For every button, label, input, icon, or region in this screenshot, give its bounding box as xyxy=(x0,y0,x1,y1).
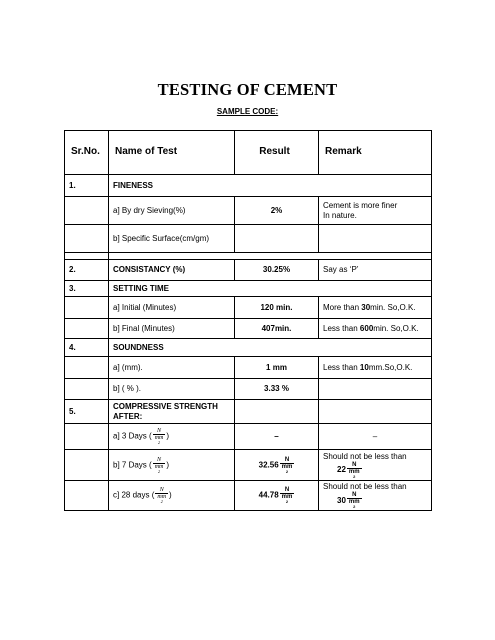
test-result: 407min. xyxy=(235,319,319,339)
table-row xyxy=(65,357,432,379)
test-result: 44.78 N mm 2 xyxy=(235,481,319,511)
test-remark: Less than 10mm.So,O.K. xyxy=(319,357,432,379)
unit-fraction: N mm 2 xyxy=(157,487,167,504)
header-srno: Sr.No. xyxy=(65,131,109,175)
unit-fraction: N mm 2 xyxy=(154,456,164,474)
test-name: a] Initial (Minutes) xyxy=(109,297,235,319)
test-name: c] 28 days ( N mm 2 ) xyxy=(109,481,235,511)
table-row xyxy=(65,379,432,400)
test-name: a] By dry Sieving(%) xyxy=(109,197,235,225)
spacer-row xyxy=(65,253,432,260)
test-result: 3.33 % xyxy=(235,379,319,400)
row-number: 3. xyxy=(65,281,109,297)
cement-test-table xyxy=(64,130,432,511)
test-name: a] 3 Days ( N mm 2 ) xyxy=(109,424,235,450)
row-number: 1. xyxy=(65,175,109,197)
fineness-heading: FINENESS xyxy=(109,175,432,197)
test-remark: Less than 600min. So,O.K. xyxy=(319,319,432,339)
compressive-heading: COMPRESSIVE STRENGTH AFTER: xyxy=(109,400,235,424)
test-result: 1 mm xyxy=(235,357,319,379)
unit-fraction: N mm 2 xyxy=(281,456,293,474)
table-row xyxy=(65,225,432,253)
sample-code-label: SAMPLE CODE: xyxy=(216,107,279,116)
header-result: Result xyxy=(235,131,319,175)
header-remark: Remark xyxy=(319,131,432,175)
test-result: 30.25% xyxy=(235,260,319,281)
setting-heading: SETTING TIME xyxy=(109,281,432,297)
table-row xyxy=(65,424,432,450)
table-row xyxy=(65,297,432,319)
test-remark: More than 30min. So,O.K. xyxy=(319,297,432,319)
table-row xyxy=(65,481,432,511)
test-name: b] Specific Surface(cm/gm) xyxy=(109,225,235,253)
test-remark: Should not be less than 22 N mm 2 xyxy=(319,450,432,481)
soundness-heading: SOUNDNESS xyxy=(109,339,432,357)
row-number: 2. xyxy=(65,260,109,281)
test-remark: Cement is more finer In nature. xyxy=(319,197,432,225)
unit-fraction: N mm 2 xyxy=(154,428,164,445)
unit-fraction: N mm 2 xyxy=(348,492,360,509)
document-title: TESTING OF CEMENT xyxy=(157,80,338,99)
test-name: CONSISTANCY (%) xyxy=(109,260,235,281)
test-name: b] 7 Days ( N mm 2 ) xyxy=(109,450,235,481)
test-name: b] ( % ). xyxy=(109,379,235,400)
table-row xyxy=(65,197,432,225)
test-name: b] Final (Minutes) xyxy=(109,319,235,339)
table-row xyxy=(65,281,432,297)
table-row xyxy=(65,175,432,197)
table-row xyxy=(65,319,432,339)
unit-fraction: N mm 2 xyxy=(348,461,360,479)
test-remark: Say as ‘P’ xyxy=(319,260,432,281)
row-number: 4. xyxy=(65,339,109,357)
test-result: 2% xyxy=(235,197,319,225)
header-name-of-test: Name of Test xyxy=(109,131,235,175)
table-header-row xyxy=(65,131,432,175)
test-remark: – xyxy=(319,424,432,450)
test-result: – xyxy=(235,424,319,450)
table-row xyxy=(65,260,432,281)
table-row xyxy=(65,400,432,424)
test-name: a] (mm). xyxy=(109,357,235,379)
table-row xyxy=(65,450,432,481)
test-result: 32.56 N mm 2 xyxy=(235,450,319,481)
test-result: 120 min. xyxy=(235,297,319,319)
test-remark: Should not be less than 30 N mm 2 xyxy=(319,481,432,511)
row-number: 5. xyxy=(65,400,109,424)
unit-fraction: N mm 2 xyxy=(281,487,293,504)
table-row xyxy=(65,339,432,357)
